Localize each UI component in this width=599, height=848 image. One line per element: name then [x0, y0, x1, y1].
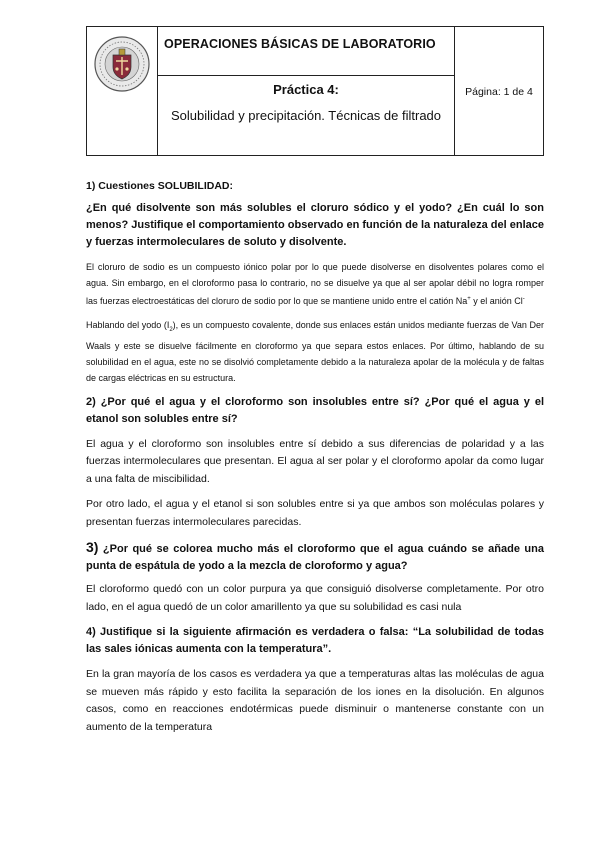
document-title: OPERACIONES BÁSICAS DE LABORATORIO: [164, 37, 436, 51]
title-cell: [158, 27, 455, 76]
practice-title: Práctica 4:: [273, 82, 339, 97]
answer-1-text-mid: y el anión Cl: [470, 296, 523, 306]
answer-1-p2-start: Hablando del yodo (I: [86, 320, 170, 330]
logo-cell: [87, 27, 158, 155]
answer-1-paragraph-1: [86, 259, 544, 309]
question-4: 4) Justifique si la siguiente afirmación es verdadera o falsa: “La solubilidad de todas las sales iónicas aumenta con la temperatura”.: [86, 626, 544, 656]
cation-charge: +: [467, 296, 471, 302]
answer-4: En la gran mayoría de los casos es verdadera ya que a temperaturas altas las moléculas de agua se mueven más rápido y esto facilita la separación de los iones en la disolución. En algunos casos, como en reacciones endotérmicas puede disminuir o mantenerse constante con un aumento de la temperatura: [86, 668, 544, 733]
section-heading: 1) Cuestiones SOLUBILIDAD:: [86, 180, 234, 192]
page-number-cell: [455, 27, 543, 155]
practice-subtitle: Solubilidad y precipitación. Técnicas de filtrado: [170, 108, 442, 123]
header-table: [86, 26, 544, 156]
iodine-subscript: 2: [169, 326, 173, 333]
question-2: 2) ¿Por qué el agua y el cloroformo son insolubles entre sí? ¿Por qué el agua y el etanol son solubles entre sí?: [86, 395, 544, 425]
question-3-text: ¿Por qué se colorea mucho más el cloroformo que el agua cuándo se añade una punta de espátula de yodo a la mezcla de cloroformo y agua?: [86, 543, 544, 573]
answer-1-p2-rest: ), es un compuesto covalente, donde sus enlaces están unidos mediante fuerzas de Van Der Waals y este se disuelve fácilmente en cloroformo ya que separa estos enlaces. Por último, hablando de su solubilidad en el agua, este no se disolvió completamente debido a la naturaleza apolar de la molécula y de faltas de cargas eléctricas en su estructura.: [86, 320, 544, 383]
answer-1-paragraph-2: [86, 317, 544, 386]
answer-1-text: El cloruro de sodio es un compuesto iónico polar por lo que puede disolverse en disolventes polares como el agua. Sin embargo, en el cloroformo pasa lo contrario, no se disuelve ya que al ser apolar débil no logra romper las fuerzas electroestáticas del cloruro de sodio por lo que se mantiene unido entre el catión Na: [86, 262, 544, 306]
university-crest-icon: [93, 35, 151, 93]
question-3: [86, 539, 544, 575]
question-1: ¿En qué disolvente son más solubles el cloruro sódico y el yodo? ¿En cuál lo son menos? Justifique el comportamiento observado en función de la naturaleza del enlace y fuerzas intermoleculares de soluto y disolvente.: [86, 202, 544, 248]
page-number: Página: 1 de 4: [465, 86, 533, 98]
answer-2-paragraph-2: Por otro lado, el agua y el etanol si son solubles entre si ya que ambos son moléculas polares y presentan fuerzas intermoleculares parecidas.: [86, 498, 544, 528]
anion-charge: -: [522, 296, 525, 302]
answer-3: El cloroformo quedó con un color purpura ya que consiguió disolverse completamente. Por otro lado, en el agua quedó de un color amarillento ya que su solubilidad es casi nula: [86, 583, 544, 613]
practice-cell: [158, 76, 455, 155]
question-3-number: 3): [86, 539, 99, 556]
document-body: [86, 180, 544, 744]
answer-2-paragraph-1: El agua y el cloroformo son insolubles entre sí debido a sus diferencias de polaridad y a las fuerzas intermoleculares que presentan. El agua al ser polar y el cloroformo apolar da como lugar a una falta de miscibilidad.: [86, 437, 544, 485]
